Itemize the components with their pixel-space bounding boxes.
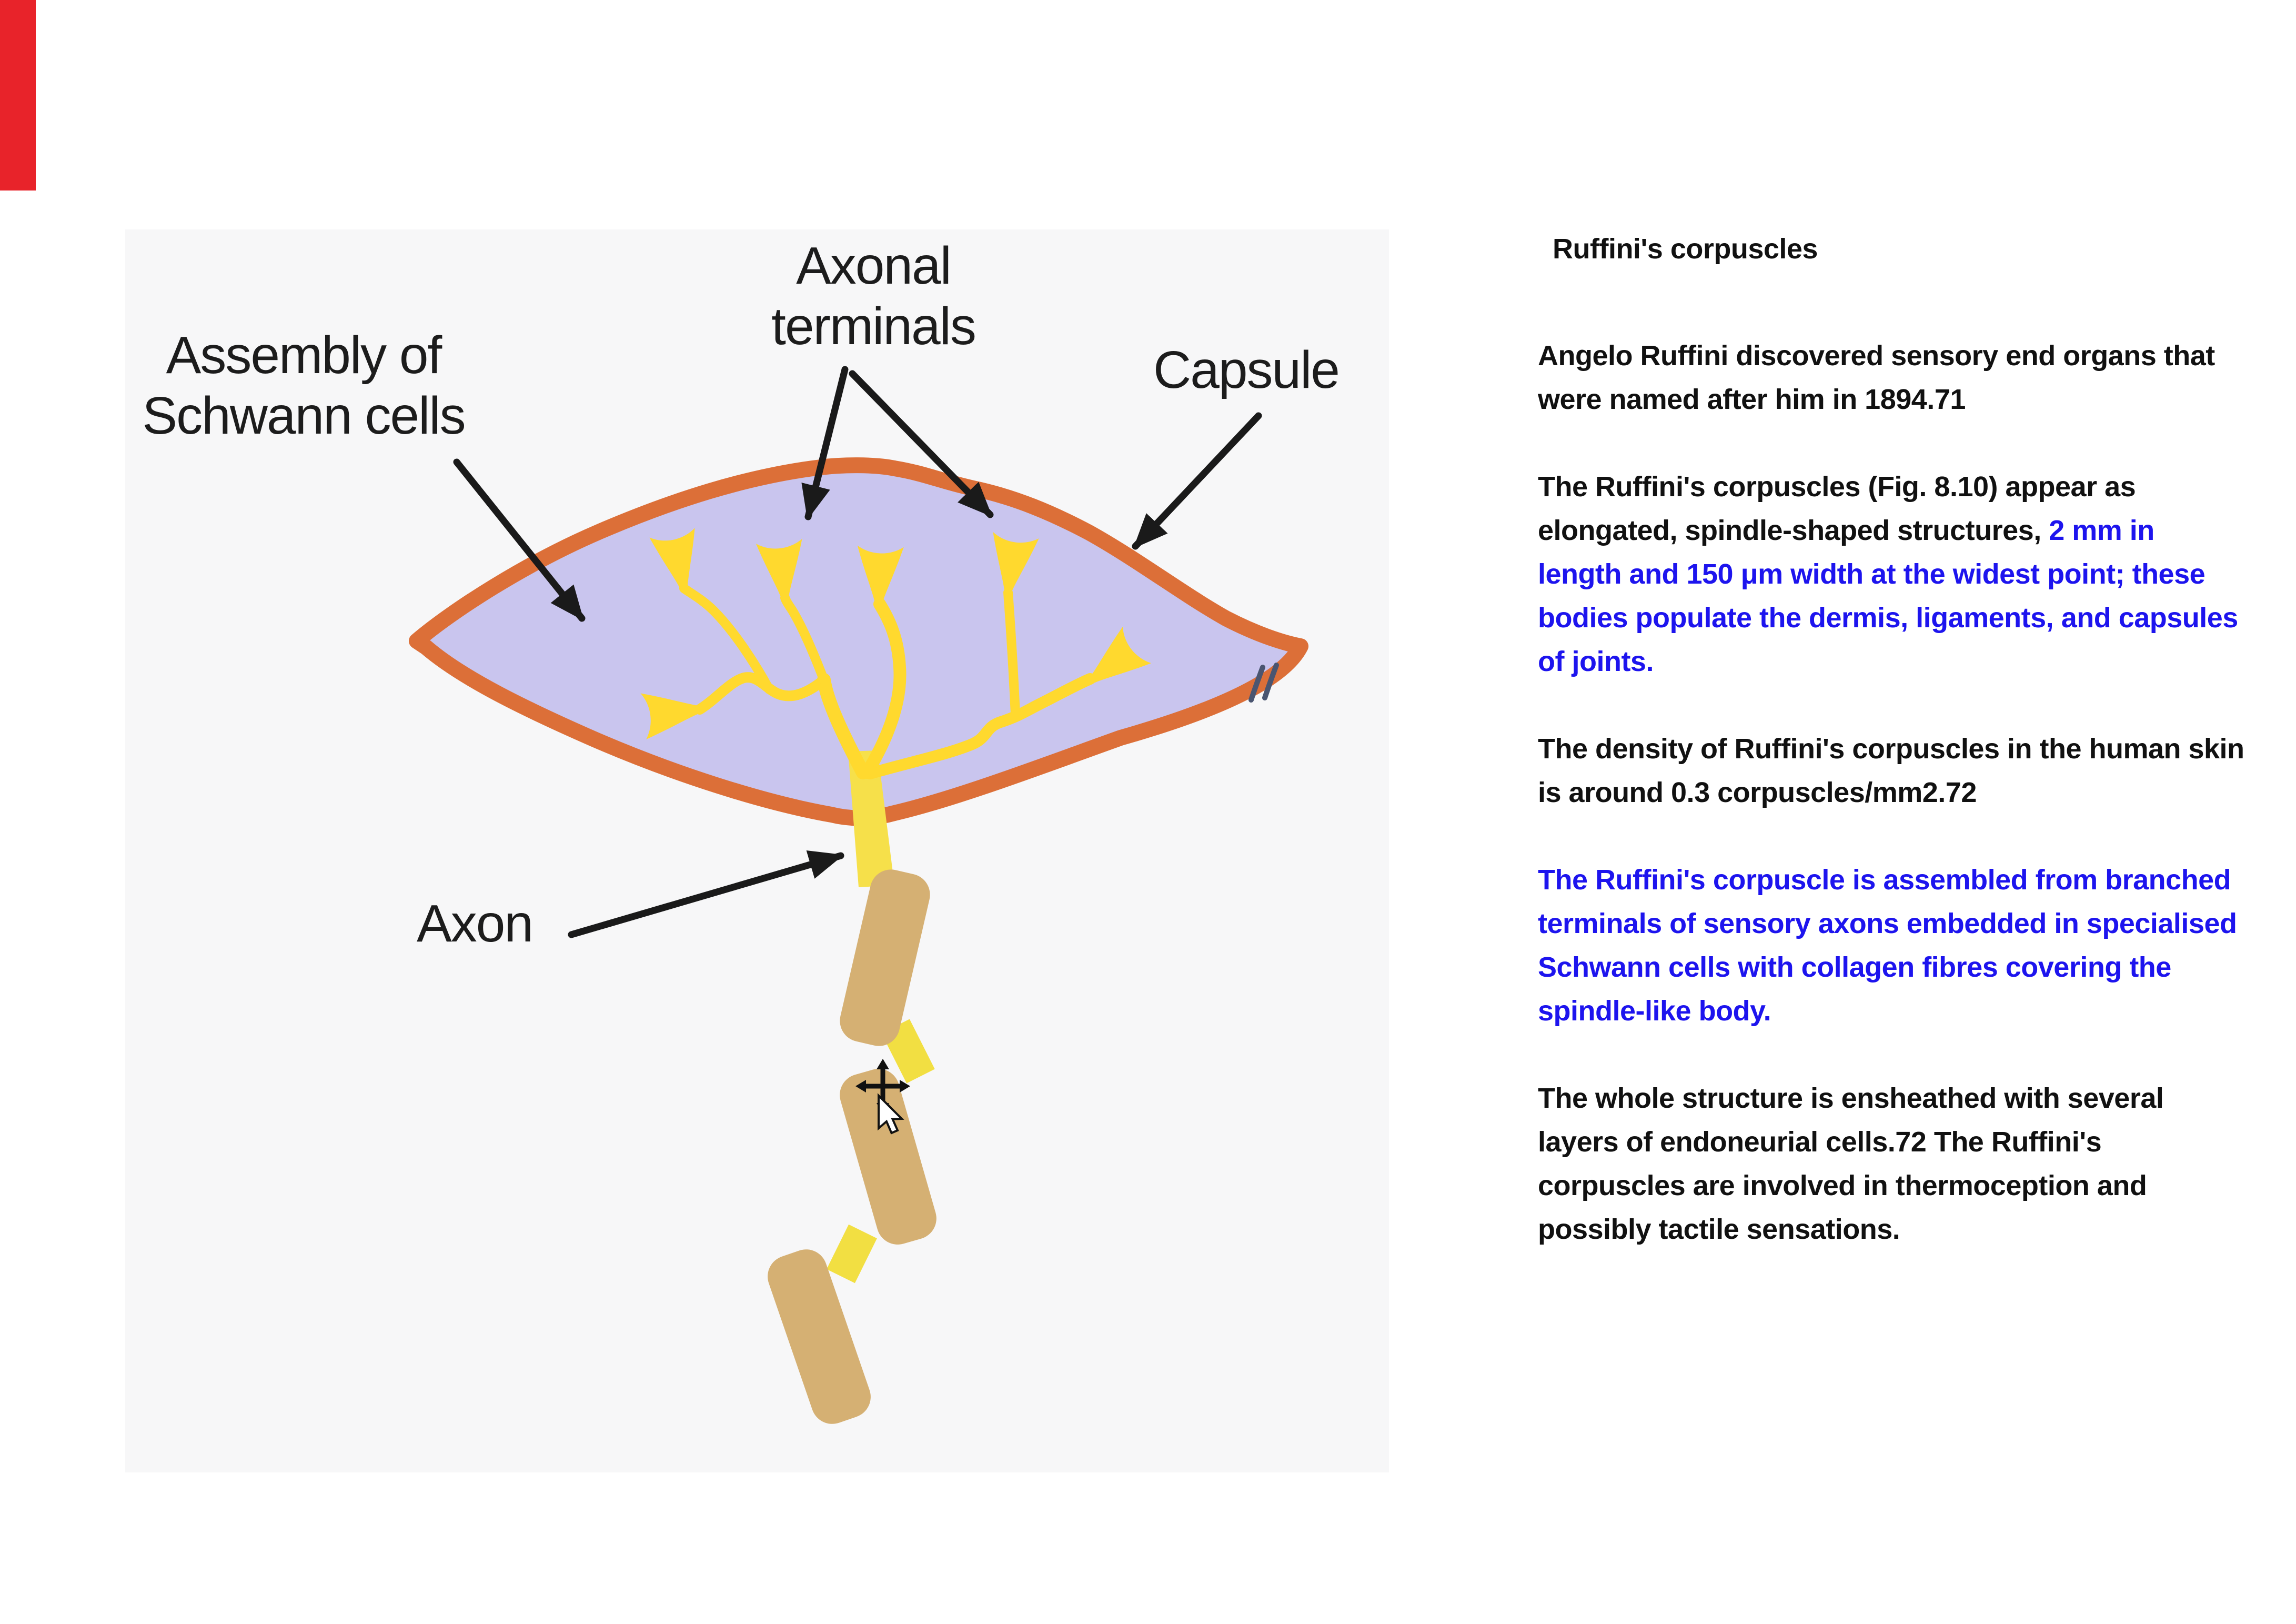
paragraph-3-segment: The density of Ruffini's corpuscles in the human skin is around 0.3 corpuscles/mm2.72 — [1538, 733, 2244, 808]
paragraph-1-segment: Angelo Ruffini discovered sensory end organs that were named after him in 1894.71 — [1538, 340, 2215, 415]
paragraph-4-segment: The Ruffini's corpuscle is assembled from branched terminals of sensory axons embedded in specialised Schwann cells with collagen fibres covering the spindle-like body. — [1538, 864, 2237, 1027]
paragraph-4 — [1538, 858, 2245, 1033]
label-axonal-terminals — [731, 236, 1015, 357]
label-axon: Axon — [417, 894, 532, 953]
label-assembly-schwann — [98, 325, 509, 446]
article-paragraphs — [1538, 334, 2245, 1251]
paragraph-5 — [1538, 1077, 2245, 1251]
axon-arrow — [571, 856, 841, 935]
label-axonal-line1: Axonal — [796, 236, 951, 295]
label-capsule: Capsule — [1153, 340, 1339, 399]
paragraph-1 — [1538, 334, 2245, 422]
red-edge-marker — [0, 0, 36, 191]
paragraph-5-segment: The whole structure is ensheathed with several layers of endoneurial cells.72 The Ruffini's corpuscles are involved in thermoception and possibly tactile sensations. — [1538, 1082, 2164, 1245]
myelin-segment-2 — [835, 1064, 942, 1250]
paragraph-2-segment: 2 mm in length and 150 μm width at the widest point; these bodies populate the dermis, ligaments, and capsules of joints. — [1538, 515, 2238, 677]
axon-node-2 — [841, 1231, 863, 1276]
label-axonal-line2: terminals — [771, 297, 975, 356]
article-column — [1538, 227, 2245, 1295]
label-assembly-line1: Assembly of — [166, 326, 441, 385]
paragraph-2 — [1538, 465, 2245, 684]
article-title: Ruffini's corpuscles — [1553, 233, 1818, 265]
myelin-segment-1 — [835, 865, 934, 1050]
capsule-arrow — [1135, 416, 1258, 546]
axon-node-1 — [895, 1026, 921, 1076]
label-assembly-line2: Schwann cells — [142, 386, 465, 445]
paragraph-3 — [1538, 727, 2245, 815]
paragraph-2-segment: The Ruffini's corpuscles (Fig. 8.10) appear as elongated, spindle-shaped structures, — [1538, 471, 2136, 546]
